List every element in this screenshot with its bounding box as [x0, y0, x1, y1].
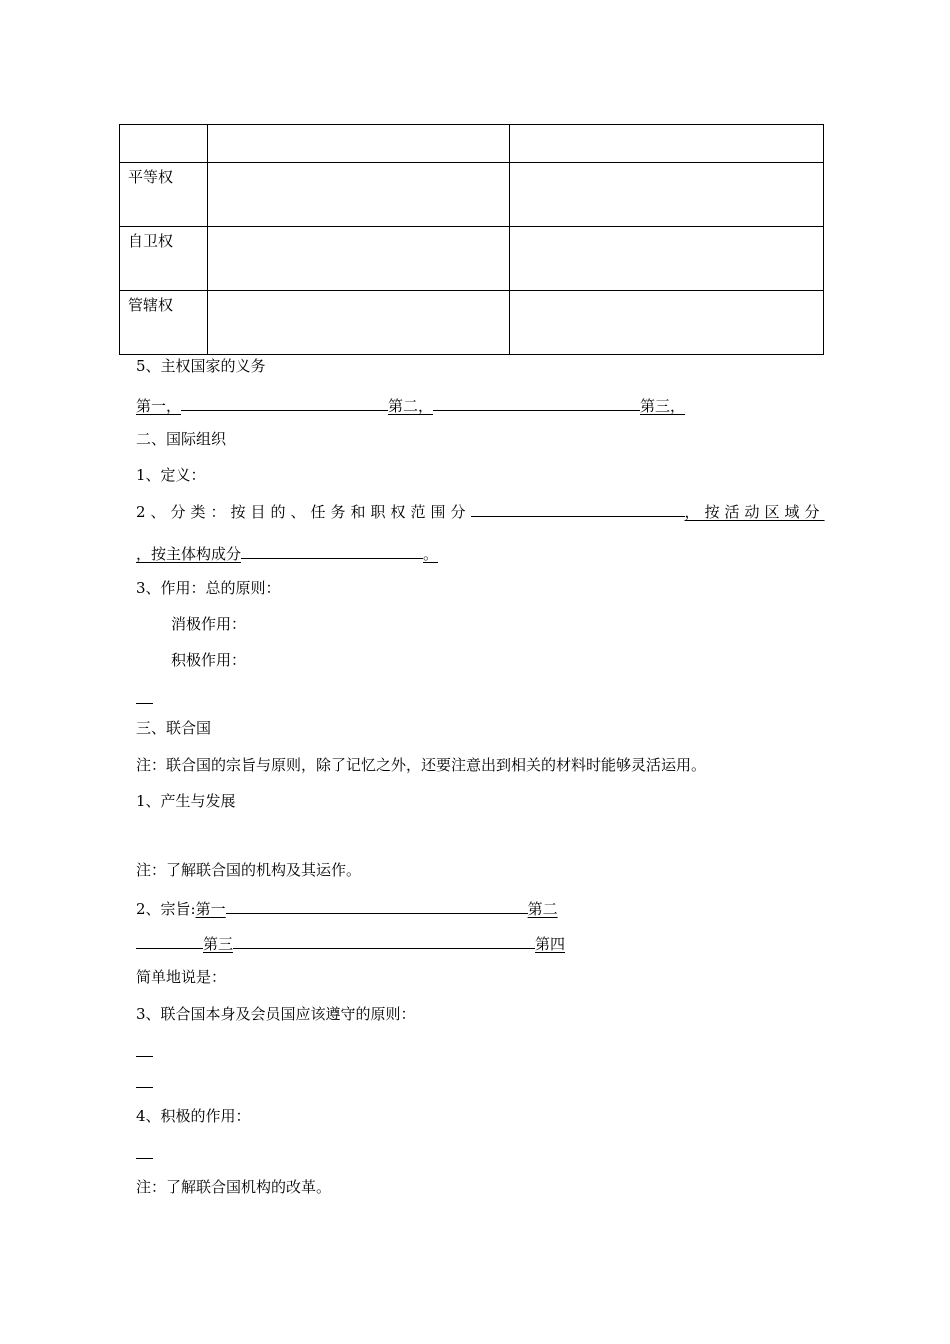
purpose-first-label: 第一 — [195, 900, 226, 918]
table-cell — [208, 125, 510, 163]
purpose-third-label: 第三 — [203, 935, 234, 953]
purpose-fourth-label: 第四 — [535, 935, 566, 953]
table-cell — [510, 125, 824, 163]
row-label-self-defense: 自卫权 — [120, 227, 208, 291]
row-label-jurisdiction: 管辖权 — [120, 291, 208, 355]
classification-member-text: ，按主体构成分 — [136, 545, 242, 563]
un-purpose-label: 2、宗旨: — [136, 900, 196, 918]
un-note-reform: 注：了解联合国机构的改革。 — [136, 1178, 332, 1196]
sovereignty-rights-table — [119, 124, 824, 355]
classification-end: 。 — [423, 545, 439, 563]
table-cell — [208, 163, 510, 227]
obligation-first-blank[interactable] — [181, 394, 388, 411]
table-row — [120, 227, 824, 291]
table-cell — [510, 163, 824, 227]
section-three-heading: 三、联合国 — [136, 719, 212, 737]
table-cell — [510, 291, 824, 355]
un-purpose-line-2 — [136, 932, 565, 954]
answer-dash — [136, 703, 153, 704]
un-origin-item: 1、产生与发展 — [136, 792, 236, 810]
obligation-second-label: 第二， — [388, 397, 434, 415]
un-note-organs: 注：了解联合国的机构及其运作。 — [136, 861, 362, 879]
obligations-blanks — [136, 394, 689, 416]
row-label-equality: 平等权 — [120, 163, 208, 227]
obligation-first-label: 第一， — [136, 397, 182, 415]
classification-line-2 — [136, 542, 438, 564]
un-principles-item: 3、联合国本身及会员国应该遵守的原则： — [136, 1005, 416, 1023]
un-purpose-line-1 — [136, 897, 558, 919]
answer-dash — [136, 1087, 153, 1088]
purpose-third-blank[interactable] — [233, 932, 535, 949]
positive-role: 积极作用： — [171, 651, 247, 669]
un-positive-role-item: 4、积极的作用： — [136, 1107, 251, 1125]
purpose-first-blank[interactable] — [226, 897, 528, 914]
classification-purpose-blank[interactable] — [471, 500, 685, 517]
answer-dash — [136, 1056, 153, 1057]
table-cell — [208, 227, 510, 291]
classification-line-1 — [136, 500, 825, 522]
table-cell — [120, 125, 208, 163]
table-row — [120, 291, 824, 355]
obligation-second-blank[interactable] — [433, 394, 640, 411]
answer-dash — [136, 1158, 153, 1159]
section-two-heading: 二、国际组织 — [136, 430, 227, 448]
purpose-second-label: 第二 — [527, 900, 558, 918]
table-cell — [510, 227, 824, 291]
classification-region-text: ，按活动区域分 — [684, 503, 825, 521]
table-row — [120, 163, 824, 227]
table-cell — [208, 291, 510, 355]
classification-purpose-text: 2、分类：按目的、任务和职权范围分 — [136, 503, 471, 521]
purpose-third-lead-blank[interactable] — [136, 932, 203, 949]
un-simple-summary: 简单地说是： — [136, 968, 227, 986]
role-item: 3、作用：总的原则： — [136, 579, 281, 597]
obligation-third-label: 第三， — [640, 397, 686, 415]
classification-member-blank[interactable] — [241, 542, 423, 559]
obligations-heading: 5、主权国家的义务 — [136, 357, 266, 375]
negative-role: 消极作用： — [171, 615, 247, 633]
un-note-purpose: 注：联合国的宗旨与原则，除了记忆之外，还要注意出到相关的材料时能够灵活运用。 — [136, 756, 707, 774]
table-header-row — [120, 125, 824, 163]
definition-item: 1、定义： — [136, 466, 206, 484]
